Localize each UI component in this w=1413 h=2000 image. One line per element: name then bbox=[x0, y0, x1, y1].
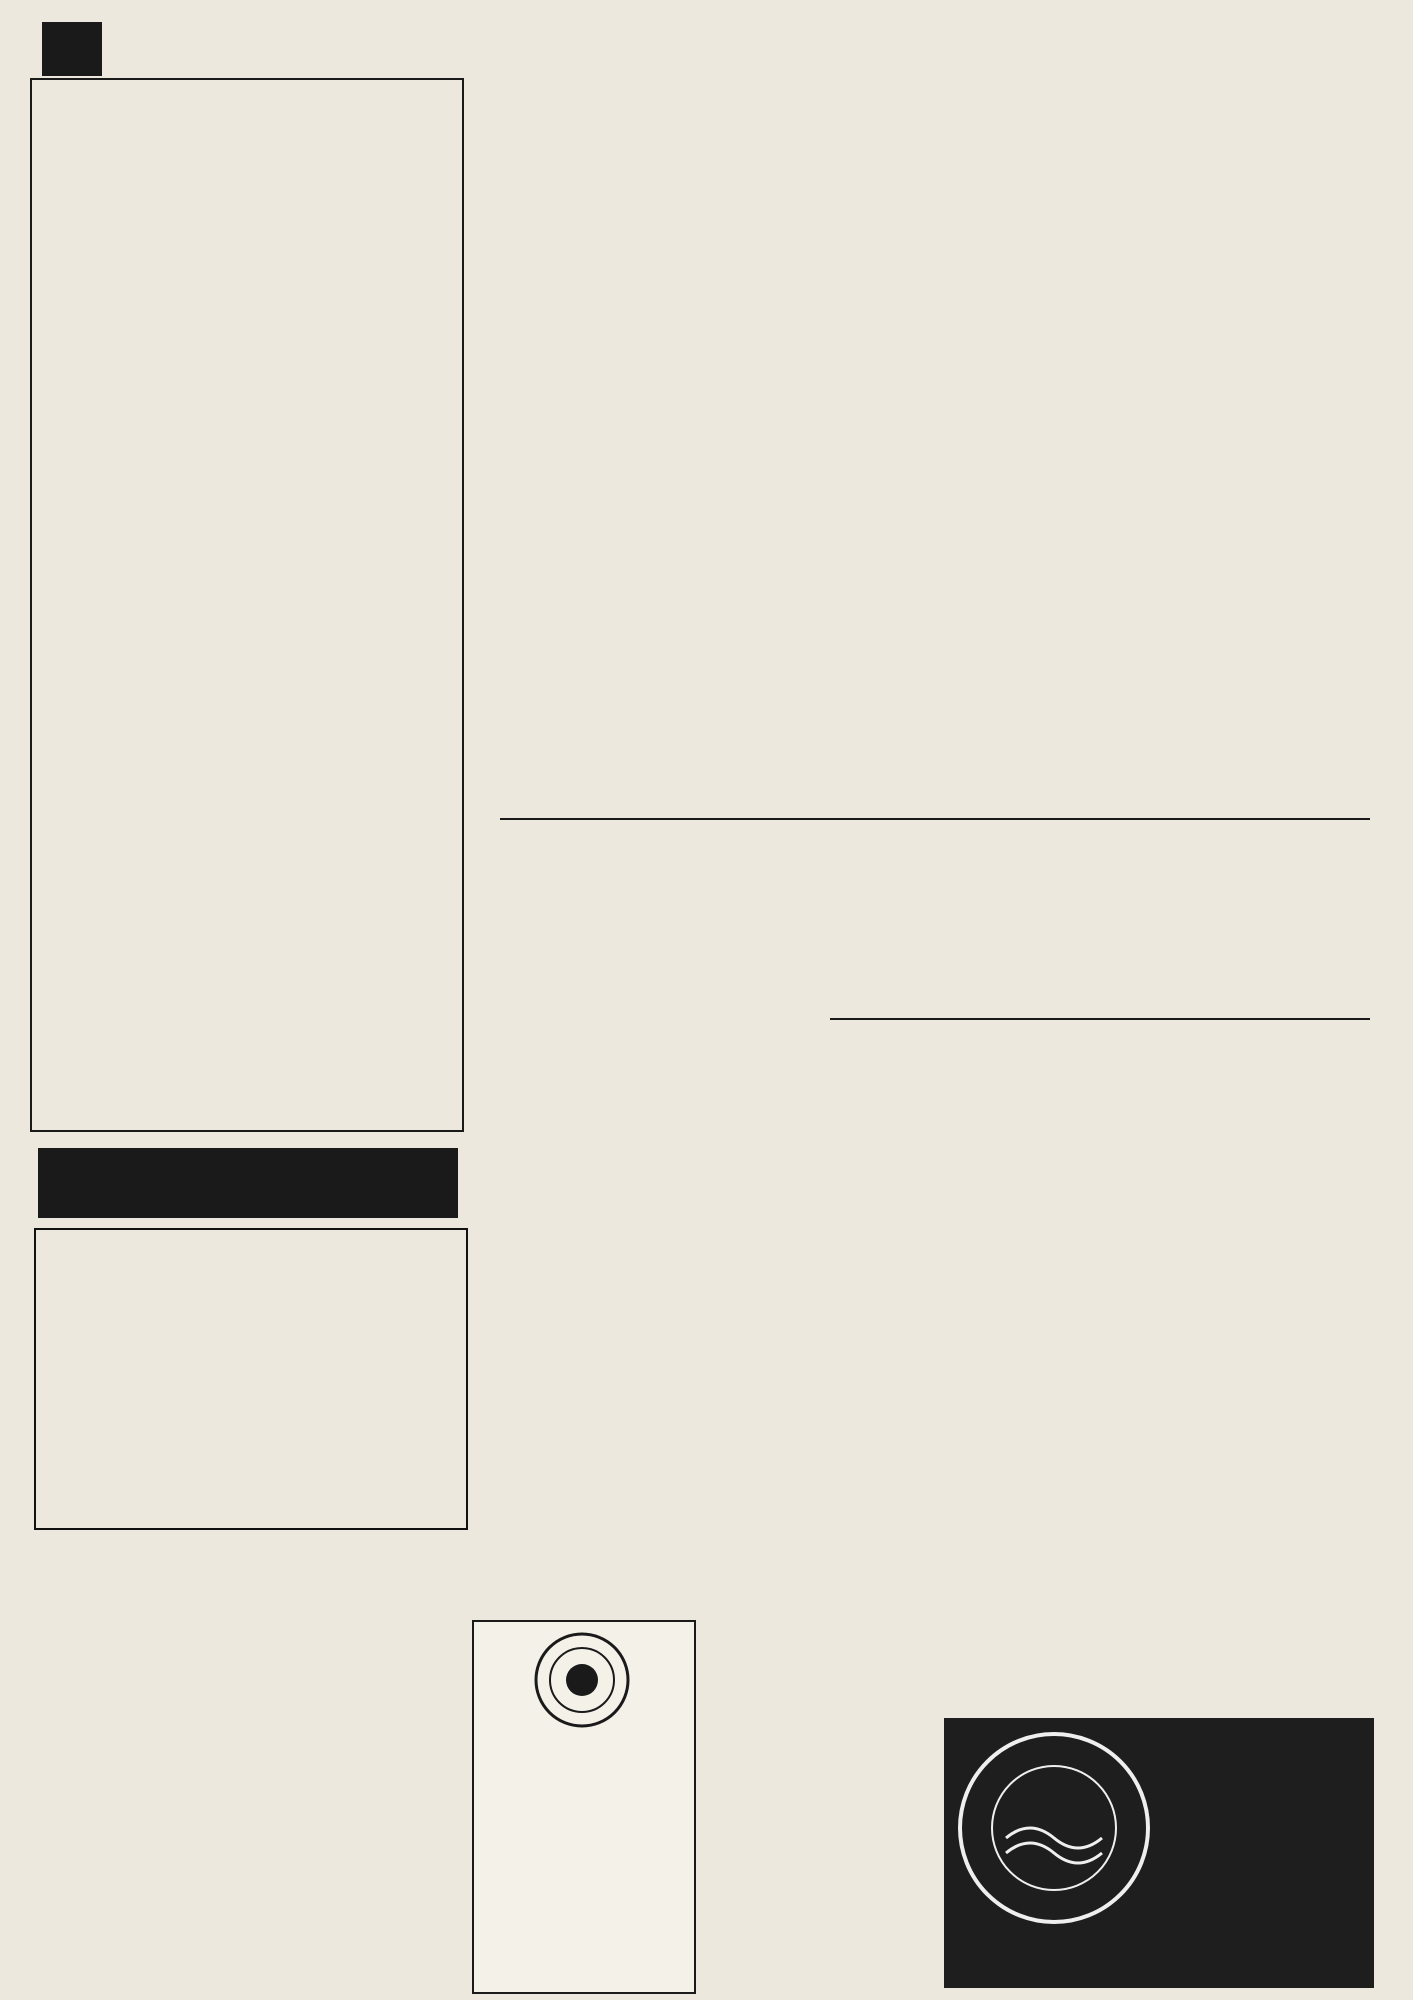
article-divider bbox=[500, 818, 1370, 820]
podsetnik-column-1 bbox=[1010, 1240, 1190, 1690]
article-column-2 bbox=[932, 120, 1372, 780]
dunav-seal bbox=[954, 1728, 1154, 1928]
crossword-clues bbox=[34, 1534, 464, 1984]
crossword-title bbox=[38, 1148, 458, 1218]
neozbiljno-header bbox=[42, 22, 462, 76]
wine-ad-seal bbox=[532, 1630, 632, 1730]
article-column-1 bbox=[480, 120, 915, 810]
crossword-grid bbox=[34, 1228, 468, 1530]
dunav-ad-text bbox=[1160, 1728, 1365, 1732]
dunav-seal-inner bbox=[992, 1766, 1116, 1890]
column-title bbox=[50, 26, 460, 74]
dunav-seal-ring bbox=[960, 1734, 1148, 1922]
neozbiljno-column bbox=[44, 86, 450, 1121]
wine-ad-text bbox=[478, 1738, 688, 1742]
podsetnik-column-2 bbox=[1200, 1240, 1370, 1690]
seal-center bbox=[566, 1664, 598, 1696]
radio-divider bbox=[830, 1018, 1370, 1020]
